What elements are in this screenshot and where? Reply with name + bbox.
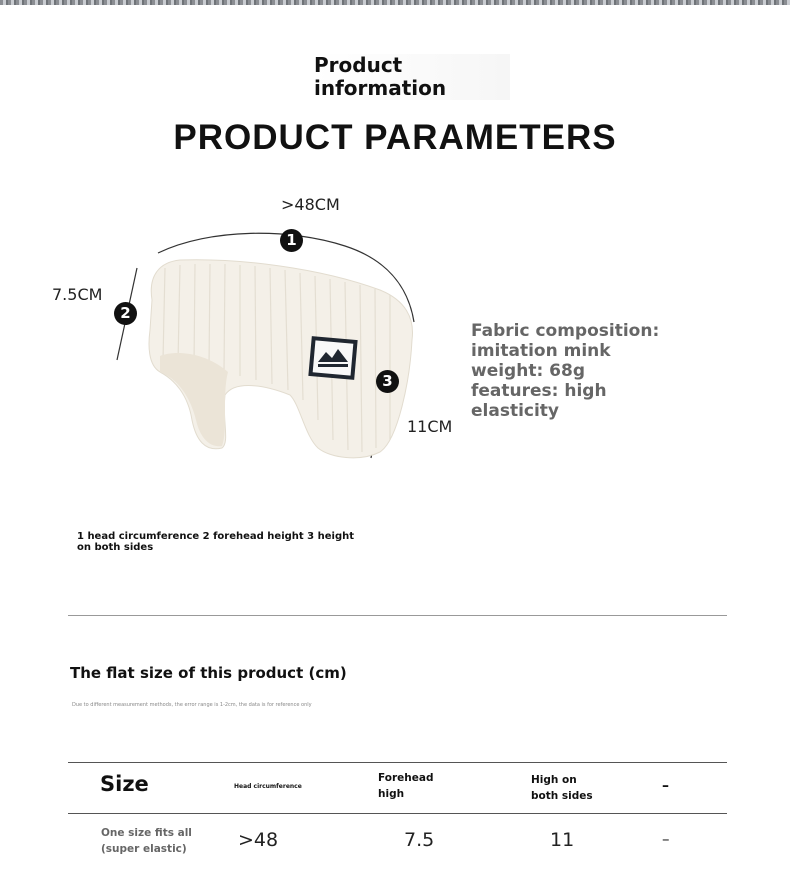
flat-size-title: The flat size of this product (cm): [70, 664, 347, 682]
fabric-line2: imitation mink: [471, 341, 611, 361]
measurement-legend: 1 head circumference 2 forehead height 3 height on both sides: [77, 531, 354, 553]
table-header-size: Size: [100, 772, 149, 796]
fabric-line1: Fabric composition:: [471, 321, 660, 341]
table-top-border: [68, 762, 727, 763]
table-header-head-circumference: Head circumference: [234, 783, 302, 790]
sides-header-line1: High on: [531, 774, 577, 786]
table-cell-sides: 11: [550, 829, 575, 851]
subtitle-line2: information: [314, 76, 447, 100]
badge-1: 1: [280, 229, 303, 252]
page-title: PRODUCT PARAMETERS: [173, 118, 617, 157]
forehead-height-label: 7.5CM: [52, 285, 103, 304]
table-header-forehead: [378, 770, 433, 802]
brand-tag: [308, 336, 357, 380]
fabric-line4: features: high: [471, 381, 607, 401]
size-row-line2: (super elastic): [101, 843, 187, 855]
table-header-dash: –: [662, 778, 669, 794]
headband-product-image: [149, 260, 413, 458]
table-cell-forehead: 7.5: [404, 829, 435, 851]
fabric-composition: [471, 321, 671, 421]
forehead-header-line1: Forehead: [378, 772, 434, 784]
fabric-line5: elasticity: [471, 401, 560, 421]
section-divider: [68, 615, 727, 616]
flat-size-note: Due to different measurement methods, the error range is 1-2cm, the data is for reference only: [72, 702, 312, 708]
fabric-line3: weight: 68g: [471, 361, 586, 381]
table-header-border: [68, 813, 727, 814]
forehead-header-line2: high: [378, 788, 405, 800]
table-header-sides: [531, 772, 593, 804]
badge-2: 2: [114, 302, 137, 325]
side-height-label: 11CM: [407, 417, 453, 436]
table-row-size: [101, 825, 192, 857]
badge-3: 3: [376, 370, 399, 393]
subtitle-line1: Product: [314, 53, 403, 77]
size-row-line1: One size fits all: [101, 827, 192, 839]
table-cell-dash: –: [662, 830, 670, 848]
circumference-label: >48CM: [281, 195, 340, 214]
table-cell-head: >48: [238, 829, 279, 851]
sides-header-line2: both sides: [531, 790, 593, 802]
